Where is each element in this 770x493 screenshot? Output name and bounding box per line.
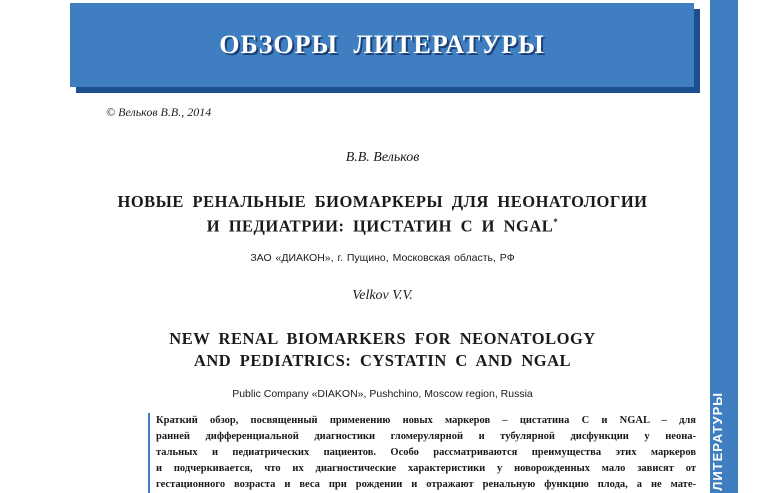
affiliation-en: Public Company «DIAKON», Pushchino, Moscow region, Russia xyxy=(232,388,533,400)
abstract xyxy=(148,413,696,493)
copyright-notice: © Вельков В.В., 2014 xyxy=(106,105,212,119)
article-title-ru-line2-wrap xyxy=(90,212,675,237)
article-title-en-line2: AND PEDIATRICS: CYSTATIN C AND NGAL xyxy=(193,351,572,370)
side-section-label: ЛИТЕРАТУРЫ xyxy=(710,392,725,491)
side-section-strip xyxy=(710,0,738,493)
section-title: ОБЗОРЫ ЛИТЕРАТУРЫ xyxy=(219,30,545,59)
article-title-ru-line2: И ПЕДИАТРИИ: ЦИСТАТИН С И NGAL xyxy=(206,216,554,236)
footnote-mark[interactable]: * xyxy=(553,217,559,227)
abstract-line: ранней дифференциальной диагностики гломерулярной и тубулярной дисфункции у неона- xyxy=(156,431,696,442)
article-title-en xyxy=(90,328,675,372)
article-title-ru-line1: НОВЫЕ РЕНАЛЬНЫЕ БИОМАРКЕРЫ ДЛЯ НЕОНАТОЛОГИИ xyxy=(117,192,648,211)
abstract-line: Краткий обзор, посвященный применению новых маркеров – цистатина С и NGAL – для xyxy=(156,415,696,426)
abstract-line: и подчеркивается, что их диагностические характеристики у новорожденных мало зависят от xyxy=(156,463,696,474)
authors-en: Velkov V.V. xyxy=(352,288,413,303)
section-banner xyxy=(70,3,694,87)
abstract-line: тальных и педиатрических пациентов. Особо рассматриваются преимущества этих маркеров xyxy=(156,447,696,458)
affiliation-ru: ЗАО «ДИАКОН», г. Пущино, Московская область, РФ xyxy=(250,252,515,264)
article-title-en-line1: NEW RENAL BIOMARKERS FOR NEONATOLOGY xyxy=(169,329,596,348)
abstract-line: гестационного возраста и веса при рождении и отражают ренальную функцию плода, а не мате- xyxy=(156,479,696,490)
article-title-ru xyxy=(90,192,675,237)
authors-ru: В.В. Вельков xyxy=(345,150,420,165)
